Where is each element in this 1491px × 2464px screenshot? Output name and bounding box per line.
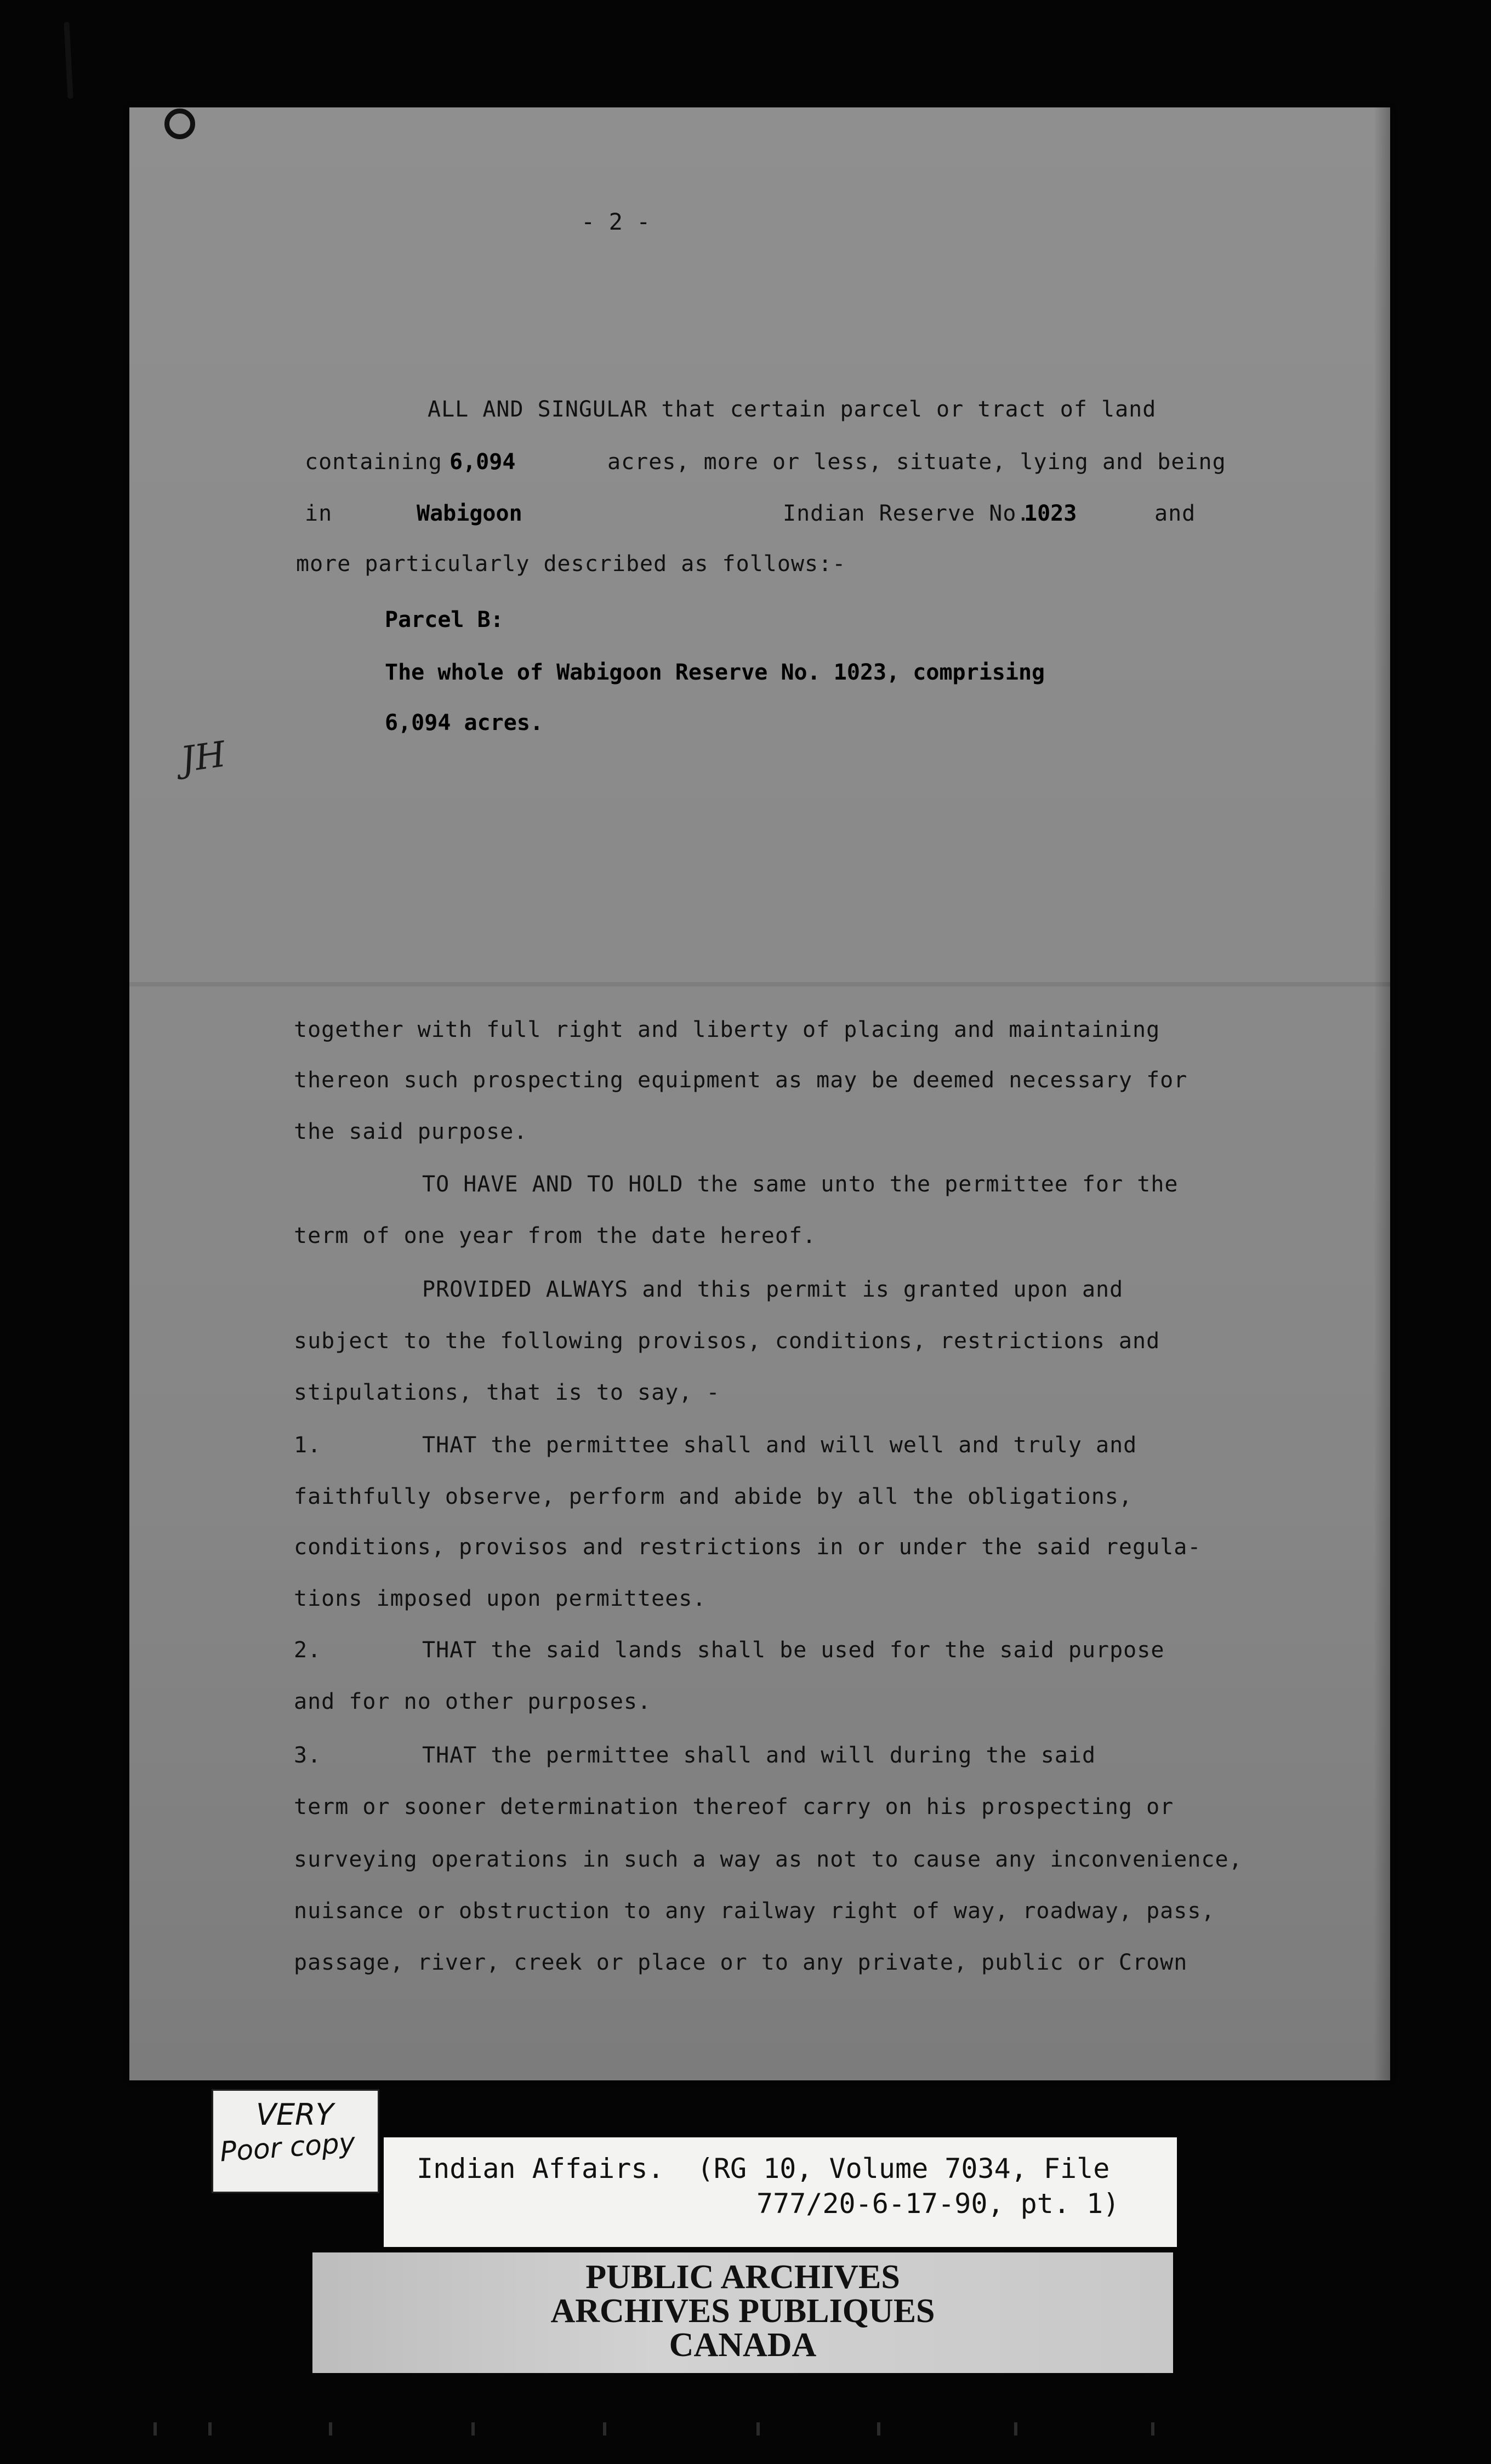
text-line: ALL AND SINGULAR that certain parcel or tract of land xyxy=(428,397,1157,422)
text-line: more particularly described as follows:- xyxy=(296,551,846,577)
text-line: THAT the permittee shall and will well and truly and xyxy=(422,1433,1137,1458)
stamp-line-1: PUBLIC ARCHIVES xyxy=(585,2258,900,2296)
filled-in-text: Wabigoon xyxy=(417,501,522,526)
text-line: 2. xyxy=(294,1638,322,1663)
text-line: nuisance or obstruction to any railway right of way, roadway, pass, xyxy=(294,1898,1215,1924)
text-line: containing xyxy=(305,449,442,475)
text-line: term of one year from the date hereof. xyxy=(294,1223,817,1248)
page-edge-shadow xyxy=(1374,107,1390,2080)
filled-in-text: 6,094 xyxy=(449,449,516,475)
archive-reference-line-1: Indian Affairs. (RG 10, Volume 7034, File xyxy=(417,2153,1110,2184)
text-line: and xyxy=(1154,501,1196,526)
text-line: tions imposed upon permittees. xyxy=(294,1586,707,1611)
text-line: surveying operations in such a way as not to cause any inconvenience, xyxy=(294,1847,1243,1872)
text-line: PROVIDED ALWAYS and this permit is granted upon and xyxy=(422,1277,1124,1302)
film-edge-marks xyxy=(0,2422,1491,2444)
text-line: and for no other purposes. xyxy=(294,1689,652,1714)
archive-reference-line-2: 777/20-6-17-90, pt. 1) xyxy=(756,2188,1120,2220)
text-line: THAT the said lands shall be used for the said purpose xyxy=(422,1638,1165,1663)
text-line: Indian Reserve No. xyxy=(783,501,1031,526)
handwritten-note-label xyxy=(212,2089,379,2193)
note-line-2: Poor copy xyxy=(219,2126,356,2168)
page-number: - 2 - xyxy=(581,208,651,235)
text-line: thereon such prospecting equipment as may be deemed necessary for xyxy=(294,1068,1188,1093)
filled-in-text: The whole of Wabigoon Reserve No. 1023, comprising xyxy=(385,660,1045,685)
text-line: THAT the permittee shall and will during the said xyxy=(422,1743,1096,1768)
note-line-1: VERY xyxy=(256,2097,334,2132)
filled-in-text: Parcel B: xyxy=(385,607,504,632)
text-line: 1. xyxy=(294,1433,322,1458)
text-line: term or sooner determination thereof carry on his prospecting or xyxy=(294,1794,1174,1820)
text-line: passage, river, creek or place or to any private, public or Crown xyxy=(294,1950,1188,1975)
stamp-line-3: CANADA xyxy=(669,2326,817,2364)
text-line: conditions, provisos and restrictions in or under the said regula- xyxy=(294,1535,1202,1560)
text-line: the said purpose. xyxy=(294,1119,528,1144)
public-archives-stamp xyxy=(312,2252,1173,2373)
margin-initials: JH xyxy=(178,734,229,781)
stamp-line-2: ARCHIVES PUBLIQUES xyxy=(550,2292,935,2330)
text-line: acres, more or less, situate, lying and being xyxy=(607,449,1226,475)
text-line: in xyxy=(305,501,333,526)
text-line: together with full right and liberty of placing and maintaining xyxy=(294,1017,1160,1042)
text-line: 3. xyxy=(294,1743,322,1768)
text-line: TO HAVE AND TO HOLD the same unto the permittee for the xyxy=(422,1172,1179,1197)
margin-tick-mark xyxy=(64,22,73,99)
archive-reference-label xyxy=(384,2137,1177,2247)
page-fold xyxy=(129,982,1390,986)
filled-in-text: 6,094 acres. xyxy=(385,710,543,735)
punch-hole-mark xyxy=(164,109,195,139)
text-line: stipulations, that is to say, - xyxy=(294,1380,720,1405)
filled-in-text: 1023 xyxy=(1024,501,1077,526)
text-line: subject to the following provisos, conditions, restrictions and xyxy=(294,1328,1160,1354)
text-line: faithfully observe, perform and abide by all the obligations, xyxy=(294,1484,1133,1509)
